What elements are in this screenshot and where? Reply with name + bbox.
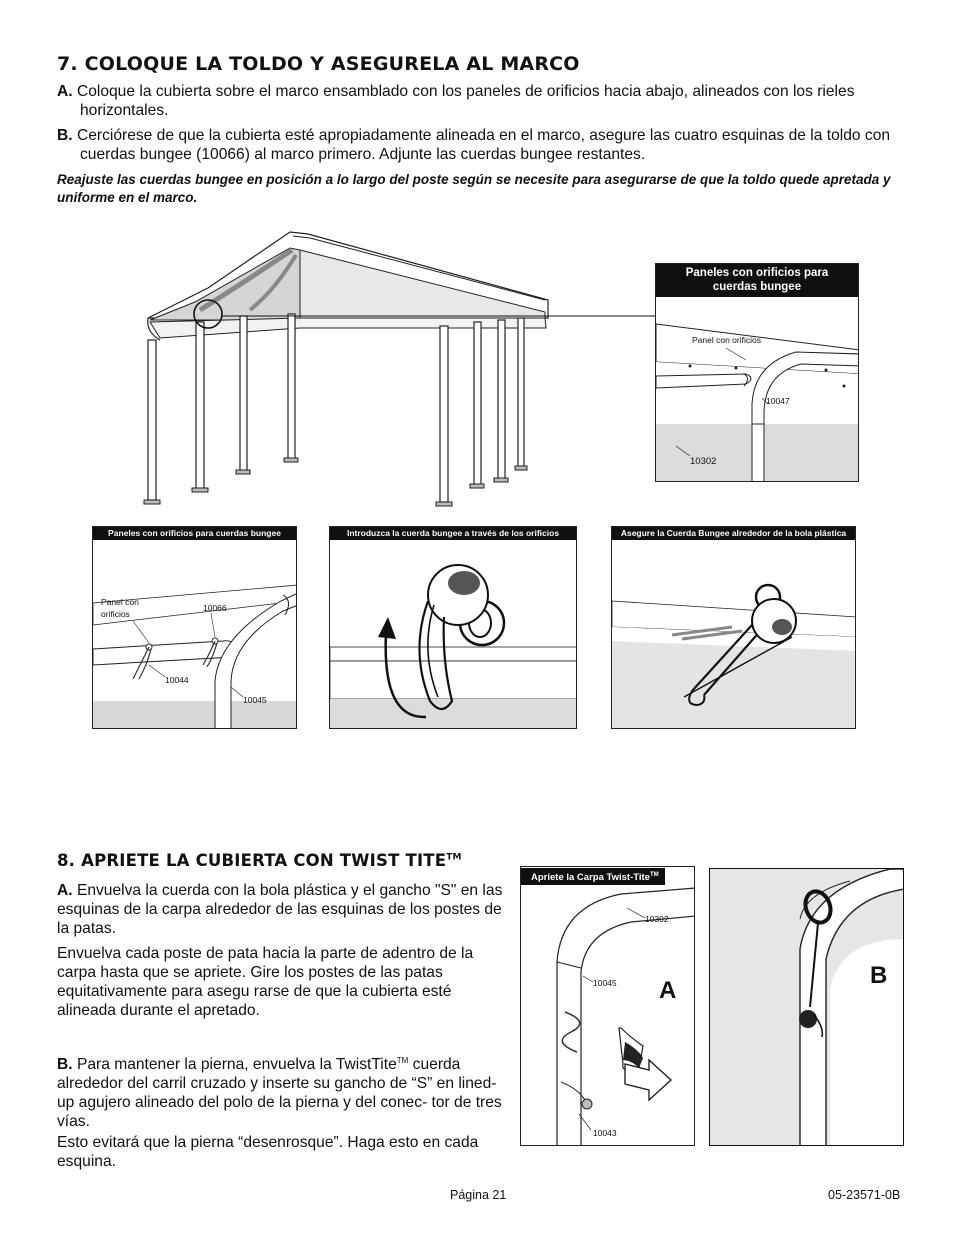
label-10302: 10302 [690, 456, 717, 467]
label-twist-10302: 10302 [645, 914, 669, 924]
section-8-title: 8. APRIETE LA CUBIERTA CON TWIST TITE™ [57, 851, 462, 870]
label-twist-10043: 10043 [593, 1128, 617, 1138]
fig-twist-tite-drawing [521, 882, 695, 1146]
fig-bungee-panels-title: Paneles con orificios para cuerdas bungee [93, 527, 296, 540]
fig-twist-tite-b [709, 868, 904, 1146]
label-orificios: orificios [101, 609, 130, 619]
fig-bungee-secure [611, 526, 856, 729]
label-10045: 10045 [243, 695, 267, 705]
label-twist-10045: 10045 [593, 978, 617, 988]
inset-hole-panels-drawing [656, 294, 859, 482]
fig-twist-tite [520, 866, 695, 1146]
section-8-step-a [57, 881, 505, 938]
fig-twist-tite-title: Apriete la Carpa Twist-Tite™ [521, 868, 665, 885]
label-panel-con: Panel con [101, 597, 139, 607]
label-10044: 10044 [165, 675, 189, 685]
section-8-step-a-letter: A. [57, 882, 73, 899]
fig-bungee-secure-drawing [612, 541, 856, 729]
step-b-text: Cerciórese de que la cubierta esté apropiadamente alineada en el marco, asegure las cuatro esquinas de la toldo con cuerdas bungee (10066) al marco primero. Adjunte las cuerdas bungee restantes. [76, 127, 891, 163]
section-8-step-b-letter: B. [57, 1056, 73, 1074]
label-10047: 10047 [766, 396, 790, 406]
inset-hole-panels-title: Paneles con orificios para cuerdas bungee [656, 264, 858, 297]
document-number: 05-23571-0B [828, 1188, 901, 1202]
section-8-para-4: Esto evitará que la pierna “desenrosque”. Haga esto en cada esquina. [57, 1134, 479, 1170]
inset-hole-panels [655, 263, 859, 482]
step-b-letter: B. [57, 127, 73, 144]
label-10066: 10066 [203, 603, 227, 613]
fig-bungee-insert [329, 526, 577, 729]
label-twist-a: A [659, 977, 677, 1004]
step-a-letter: A. [57, 83, 73, 100]
section-7-note: Reajuste las cuerdas bungee en posición a lo largo del poste según se necesite para asegurarse de que la toldo quede apretada y uniforme en el marco. [57, 172, 891, 205]
fig-bungee-insert-title: Introduzca la cuerda bungee a través de los orificios [330, 527, 576, 540]
fig-bungee-panels [92, 526, 297, 729]
fig-twist-tite-b-drawing [710, 869, 904, 1146]
section-8-step-b: B. Para mantener la pierna, envuelva la TwistTite™ cuerda alrededor del carril cruzado y inserte su gancho de “S” en lined-up agujero alineado del polo de la pierna y del conec- tor de tres vías. [57, 1056, 502, 1131]
step-a-text: Coloque la cubierta sobre el marco ensamblado con los paneles de orificios hacia abajo, alineados con los rieles horizontales. [76, 83, 855, 119]
section-7-title: 7. COLOQUE LA TOLDO Y ASEGURELA AL MARCO [57, 53, 580, 75]
section-8-step-a-text: Envuelva la cuerda con la bola plástica y el gancho "S" en las esquinas de la carpa alrededor de las esquinas de los postes de la patas. [57, 882, 503, 937]
label-twist-b: B [870, 962, 888, 989]
section-8-title-tm: TM [446, 852, 462, 863]
label-panel-orificios: Panel con orificios [692, 335, 761, 345]
section-8-para-2: Envuelva cada poste de pata hacia la parte de adentro de la carpa hasta que se apriete. Gire los postes de las patas equitativamente para asegu rarse de que la cubierta esté alineada durante el apretado. [57, 945, 474, 1019]
fig-bungee-panels-drawing [93, 541, 297, 729]
fig-bungee-secure-title: Asegure la Cuerda Bungee alrededor de la bola plástica [612, 527, 855, 540]
fig-bungee-insert-drawing [330, 541, 577, 729]
page-number: Página 21 [450, 1188, 507, 1202]
